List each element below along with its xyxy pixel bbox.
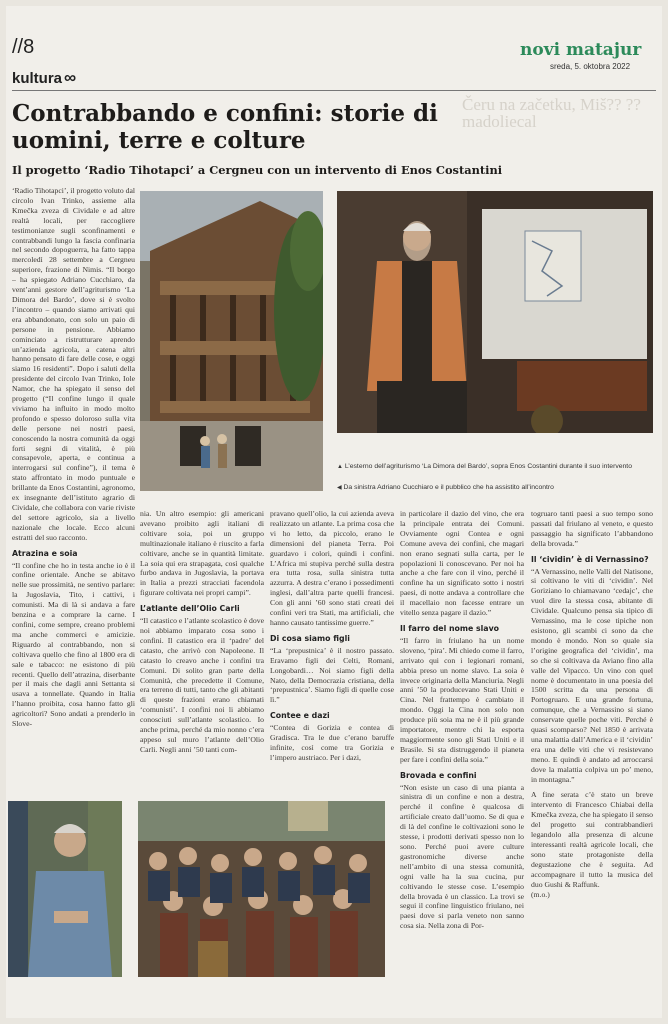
infinity-icon: ∞ [64, 68, 77, 87]
subheading-farro: Il farro del nome slavo [400, 623, 500, 633]
subheading-cividin: Il ‘cividin’ è di Vernassino? [531, 554, 649, 564]
building-photo [140, 191, 323, 491]
intro-paragraph: ‘Radio Tihotapci’, il progetto voluto dal circolo Ivan Trinko, assieme alla Kmečka zveza di Cividale e ad altre realtà locali, per raccogliere testimonianze sugli sconfinamenti e contrabbandi lungo la fascia confinaria nel secondo dopoguerra, ha fatto tappa mercoledì 28 settembre a Cergneu superiore, frazione di Nimis. “Il borgo – ha spiegato Adriano Cucchiaro, da vent’anni gestore dell’agriturismo ‘La Dimora del Bardo’, dove si è svolto l’incontro – quando siamo arrivati qui era abbandonato, con solo un paio di persone in pensione. Abbiamo cominciato a ristrutturare aprendo un’azienda agricola, a catena altri hanno pensato di fare delle cose, e oggi siamo 16 residenti”. Dopo i saluti della presidente del circolo Ivan Trinko, Iole Namor, che ha spiegato il senso del progetto (“Il confine lungo il quale viviamo ha influito in modo molto profondo e spesso doloroso sulla vita delle persone nei nostri paesi, conoscendo la nostra comunità da oggi forti segni di vitalità, è più consapevole, aperta, e continua a interrogarsi sul confine”), il tema è stato affrontato in modo puntuale e brillante da Enos Costantini, agronomo, ex insegnante dell’istituto agrario di Cividale, che collabora con varie riviste del settore agricolo, sia a livello nazionale che locale. Ecco alcuni estratti del suo racconto. [12, 186, 135, 542]
section-label [12, 68, 76, 88]
page-number: //8 [12, 36, 35, 58]
section-name: kultura [12, 70, 63, 87]
article-column-3 [270, 509, 394, 801]
paragraph-olio: pravano quell’olio, la cui azienda aveva realizzato un atlante. La prima cosa che vi ho letto, da piccolo, erano le dimensioni del pianeta Terra. Poi guardavo i colori, quindi i confini. L’Africa mi stupiva perché sulla destra era tutta rosa, sulla sinistra tutta azzurra. A destra c’erano i possedimenti inglesi, dall’altra parte quelli francesi. Con gli anni ’60 sono stati creati dei confini veri tra Stati, ma artificiali, che hanno causato tantissime guerre.” [270, 509, 394, 627]
caret-up-icon: ▲ [337, 464, 343, 470]
subheading-atrazina: Atrazina e soia [12, 548, 78, 558]
paragraph-cosa: “La ‘prepustnica’ è il nostro passato. Eravamo figli dei Celti, Romani, Longobardi… Noi siamo figli della Nato, della Democrazia cristiana, della ‘prepustnica’. Siamo figli di quelle cose lì.” [270, 645, 394, 705]
subheading-contee: Contee e dazi [270, 711, 330, 721]
article-headline: Contrabbando e confini: storie di uomini, terre e colture [12, 100, 438, 154]
paragraph-dazio: in particolare il dazio del vino, che era la principale entrata dei Comuni. Ovviamente ogni Contea e ogni Comune aveva dei confini, che magari non erano segnati sulla carta, per le popolazioni li conoscevano. Per noi ha anche a che fare con il vino, perché il confine ha un significato sotto i nostri paesi, di notte andava a controllare che il macellaio non facesse entrare un vitello senza pagare il dazio.” [400, 509, 524, 618]
article-subtitle: Il progetto ‘Radio Tihotapci’ a Cergneu con un intervento di Enos Costantini [12, 163, 503, 177]
article-column-4 [400, 509, 524, 1009]
author-signature: (m.o.) [531, 889, 550, 899]
article-column-1 [12, 186, 135, 802]
header-divider [12, 90, 656, 91]
caret-left-icon: ◀ [337, 485, 342, 491]
speaker-photo [337, 191, 653, 433]
paragraph-farro: “Il farro in friulano ha un nome sloveno, ‘pira’. Mi chiedo come il farro, arrivato qui con i legionari romani, abbia preso un nome slavo. La soia è invece originaria della Manciuria. Negli anni ’50 la producevano Stati Uniti e Cina. Nel frattempo è cambiato il mondo. Oggi la Cina non solo non produce più soia ma ne è il più grande importatore, mentre chi la esporta maggiormente sono gli Stati Uniti e il Brasile. Si sta distruggendo il pianeta per fare i confini della soia.” [400, 635, 524, 764]
subheading-brovada: Brovada e confini [400, 770, 477, 780]
audience-photo [138, 801, 385, 977]
paragraph-cividin: “A Vernassino, nelle Valli del Natisone, si coltivano le viti di ‘cividin’. Nel Goriziano lo chiamavano ‘cedajc’, che vuol dire la stessa cosa, abitante di Cividale. Qualcuno pensa sia tipico di Vernassino, ma le cose tipiche non esistono, gli scambi ci sono da che mondo è mondo. Non so quale sia l’origine geografica del ‘cividin’, ma so che si coltivava da Aviano fino alla valle del Vipacco. Un vino con quel nome è documentato in una poesia del 1500 scritta da una persona di Portogruaro. E una grande fortuna, comunque, che a Vernassino si siano conservate quelle poche viti. Perché è quasi scomparso? Nel 1850 è arrivata una malattia dall’America e il ‘cividin’ era una delle viti che vi resistevano meno. E quindi è andato ad arroccarsi dove la malattia colpiva un po’ meno, in montagna.” [531, 566, 653, 784]
paragraph-atrazina: “Il confine che ho in testa anche io è il confine orientale. Anche se abitavo nelle sue prossimità, ne sentivo parlare: la Jugoslavia, Tito, i cattivi, i comunisti. Ma di là si andava a fare benzina e a comprare la carne. I confini, come sempre, creano problemi ma anche commerci e amicizie. Riguardo al contrabbando, non si coltivava quello che fino al 1800 era di sale e tabacco: ne esistono di più recenti. Quello dell’atrazina, diserbante per il mais che dagli anni Settanta si usava a tonnellate. Quando in Italia l’hanno proibita, cosa hanno fatto gli agricoltori? Sono andati a prenderlo in Slove- [12, 560, 135, 729]
photo-caption-2: ◀ Da sinistra Adriano Cucchiaro e il pubblico che ha assistito all’incontro [337, 484, 554, 491]
paragraph-atlante: “Il catastico e l’atlante scolastico è dove noi abbiamo imparato cosa sono i confini. Il catastico era il ‘padre’ del catasto, che arrivò con Napoleone. Il catasto lo creavo anche i confini tra Comuni. Di solito gran parte della Comunità, che precedette il Comune, era terreno di tutti, tanto che gli abitanti di queste frazioni erano chiamati ‘comunisti’. I confini noi li abbiamo conosciuti sull’atlante scolastico. Io anche prima, perché da mio nonno c’era appeso sul muro l’atlante dell’Olio Carli. Negli anni ’50 tanti com- [140, 616, 264, 754]
paragraph-soia: nia. Un altro esempio: gli americani avevano proibito agli italiani di coltivare soia, poi un gruppo multinazionale italiano è riuscito a farla coltivare, anche se in quantità limitate. La soia qui era strapagata, così qualche furbo andava in Jugoslavia, la portava in Italia a prezzi stracciati facendola figurare coltivata nei propri campi”. [140, 509, 264, 598]
paragraph-final: A fine serata c’è stato un breve intervento di Francesco Chiabai della Kmečka zveza, che ha spiegato il senso del progetto sui contrabbandieri legandolo alla presenza di alcune interessanti realtà agricole locali, che sono state protagoniste della degustazione che è seguita. Ad accompagnare il tutto la musica del duo Gushi & Raffunk. [531, 790, 653, 889]
paragraph-portogruaro: togruaro tanti paesi a suo tempo sono passati dal friulano al veneto, e questo passaggio ha significato l’abbandono della brovada.” [531, 509, 653, 548]
paragraph-contee: “Contea di Gorizia e contea di Gradisca. Tra le due c’erano baruffe infinite, così come tra Gorizia e l’impero austriaco. Per i dazi, [270, 723, 394, 762]
man-portrait-photo [8, 801, 122, 977]
subheading-atlante: L’atlante dell’Olio Carli [140, 604, 240, 614]
subheading-cosa: Di cosa siamo figli [270, 633, 350, 643]
issue-date: sreda, 5. oktobra 2022 [550, 62, 631, 71]
bleed-through-text: Čeru na začetku, Miš?? ?? madoliecal [462, 95, 641, 131]
masthead: novi matajur [520, 40, 642, 60]
photo-caption-1: ▲ L’esterno dell’agriturismo ‘La Dimora del Bardo’, sopra Enos Costantini durante il suo intervento [337, 463, 632, 470]
article-column-5 [531, 509, 653, 1009]
article-column-2 [140, 509, 264, 801]
paragraph-brovada: “Non esiste un caso di una pianta a sinistra di un confine e non a destra, perché il confine è qualcosa di artificiale creato dall’uomo. Se di qua e di là del confine le coltivazioni sono le stesse, i prodotti derivati spesso non lo sono. Perché puoi avere culture gastronomiche diverse anche nell’ambito di una stessa comunità, ogni valle ha la sua cucina, pur coltivando le stesse cose. L’esempio della brovada è un classico. La trovi se segui il confine linguistico friulano, nei paesi dove si parla veneto non sanno cosa sia. Nella zona di Por- [400, 782, 524, 931]
